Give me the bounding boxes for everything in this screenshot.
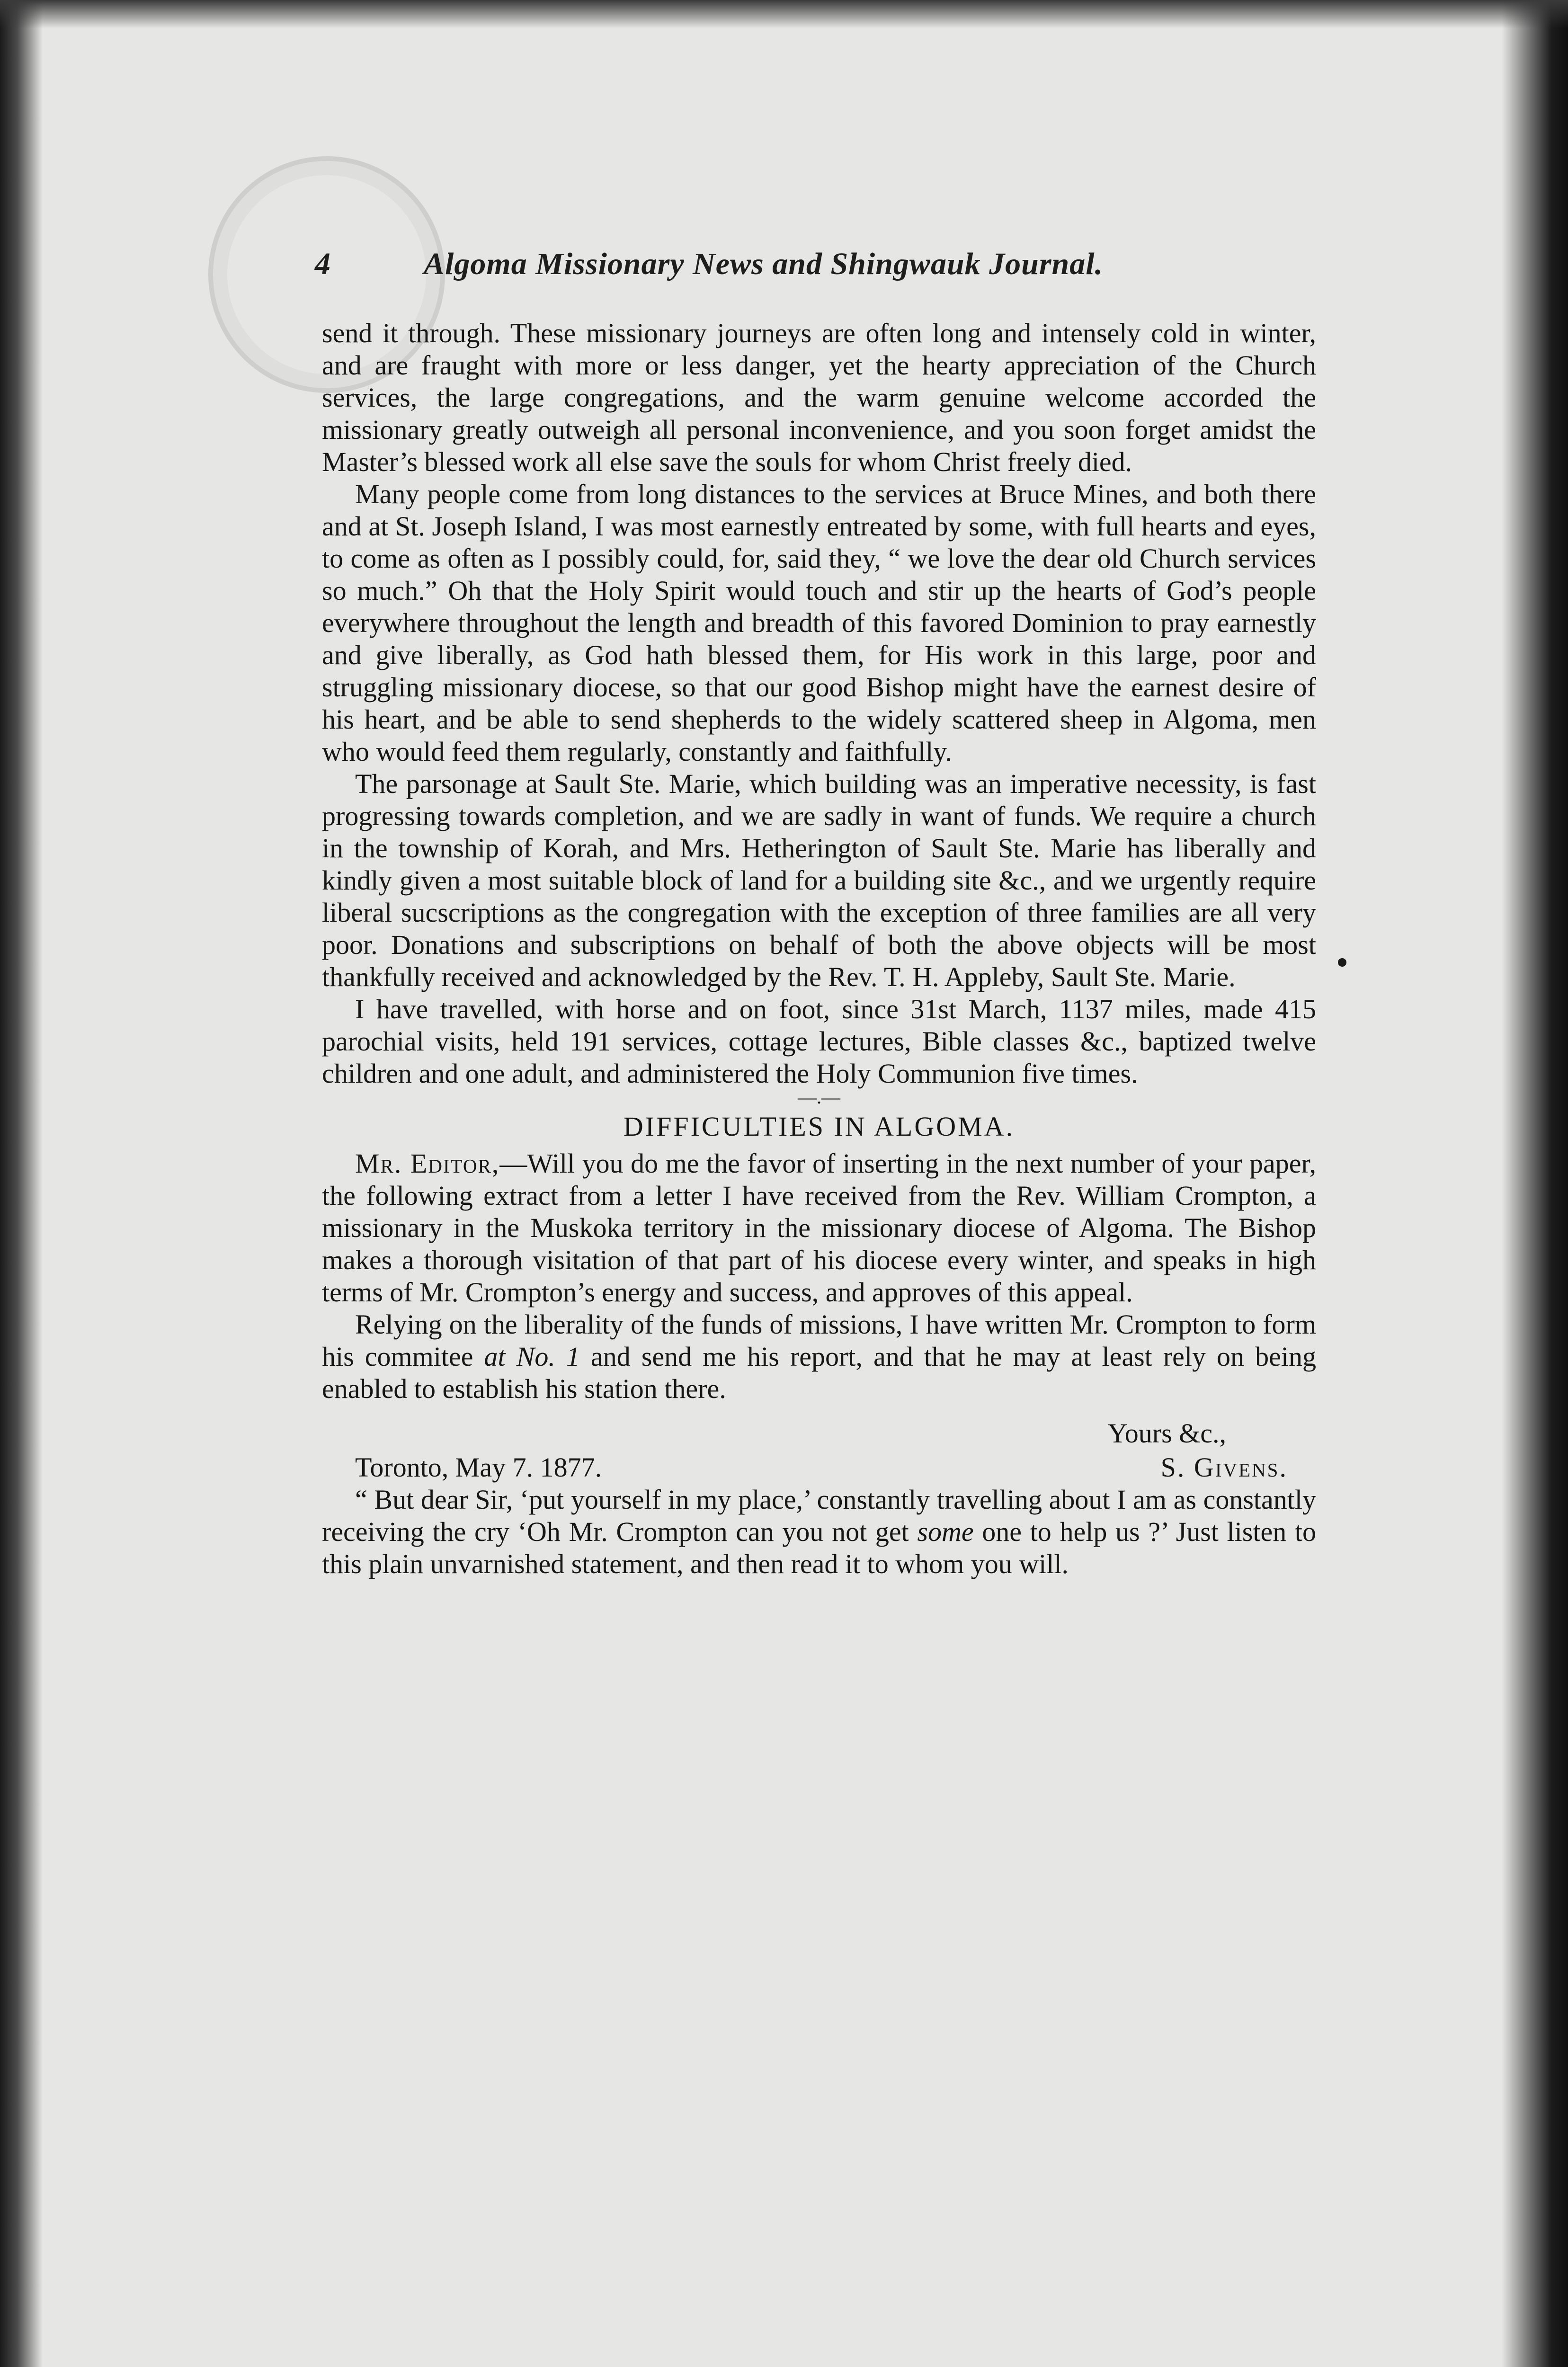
place-and-date: Toronto, May 7. 1877. [355, 1452, 602, 1483]
left-binding-shadow [0, 0, 43, 2367]
article-body [322, 317, 1316, 1580]
letter-paragraph-2-text-a: Relying on the liberality of the funds of missions, I have written Mr. Crompton to form his commitee [322, 1309, 1316, 1372]
section-title: DIFFICULTIES IN ALGOMA. [623, 1111, 1015, 1142]
quote-italic: some [917, 1516, 974, 1547]
paragraph-parsonage: The parsonage at Sault Ste. Marie, which building was an imperative necessity, is fast progressing towards completion, and we are sadly in want of funds. We require a church in the township of Korah, and Mrs. Hetherington of Sault Ste. Marie has liberally and kindly given a most suitable block of land for a building site &c., and we urgently require liberal sucscriptions as the congregation with the exception of three families are all very poor. Donations and subscriptions on behalf of both the above objects will be most thankfully received and acknowledged by the Rev. T. H. Appleby, Sault Ste. Marie. [322, 768, 1316, 992]
letter-paragraph-2-italic: at No. 1 [484, 1341, 580, 1372]
right-page-edge [1502, 0, 1568, 2367]
signature-name: S. Givens. [1160, 1452, 1288, 1483]
letter-signoff [322, 1417, 1316, 1484]
valediction: Yours &c., [1107, 1418, 1226, 1449]
letter-paragraph-1 [322, 1148, 1316, 1308]
quoted-letter [322, 1484, 1316, 1580]
letter-paragraph-2 [322, 1308, 1316, 1405]
letter-paragraph-2-text-b: and send me his report, and that he may at least rely on being enabled to establish his station there. [322, 1341, 1316, 1404]
paragraph-travel-report: I have travelled, with horse and on foot, since 31st March, 1137 miles, made 415 parochial visits, held 191 services, cottage lectures, Bible classes &c., baptized twelve children and one adult, and administered the Holy Communion five times. [322, 994, 1316, 1089]
top-edge-shadow [0, 0, 1568, 28]
ink-speck [1338, 958, 1346, 967]
quote-text-b: one to help us ?’ Just listen to this plain unvarnished statement, and then read it to whom you will. [322, 1516, 1316, 1579]
salutation: Mr. Editor, [355, 1148, 500, 1179]
paragraph-continuation: send it through. These missionary journeys are often long and intensely cold in winter, and are fraught with more or less danger, yet the hearty appreciation of the Church services, the large congregations, and the warm genuine welcome accorded the missionary greatly outweigh all personal inconvenience, and you soon forget amidst the Master’s blessed work all else save the souls for whom Christ freely died. [322, 318, 1316, 477]
letter-paragraph-1-text: —Will you do me the favor of inserting in the next number of your paper, the following extract from a letter I have received from the Rev. William Crompton, a missionary in the Muskoka territory in the missionary diocese of Algoma. The Bishop makes a thorough visitation of that part of his diocese every winter, and speaks in high terms of Mr. Crompton’s energy and success, and approves of this appeal. [322, 1148, 1317, 1308]
running-header [315, 246, 1337, 298]
page-number: 4 [315, 247, 330, 281]
section-divider: —.— [798, 1086, 840, 1108]
running-title: Algoma Missionary News and Shingwauk Journal. [424, 247, 1104, 281]
paragraph-bruce-mines: Many people come from long distances to the services at Bruce Mines, and both there and at St. Joseph Island, I was most earnestly entreated by some, with full hearts and eyes, to come as often as I possibly could, for, said they, “ we love the dear old Church services so much.” Oh that the Holy Spirit would touch and stir up the hearts of God’s people everywhere throughout the length and breadth of this favored Dominion to pray earnestly and give liberally, as God hath blessed them, for His work in this large, poor and struggling missionary diocese, so that our good Bishop might have the earnest desire of his heart, and be able to send shepherds to the widely scattered sheep in Algoma, men who would feed them regularly, constantly and faithfully. [322, 479, 1316, 767]
quote-text-a: “ But dear Sir, ‘put yourself in my place,’ constantly travelling about I am as constantly receiving the cry ‘Oh Mr. Crompton can you not get [322, 1484, 1316, 1547]
